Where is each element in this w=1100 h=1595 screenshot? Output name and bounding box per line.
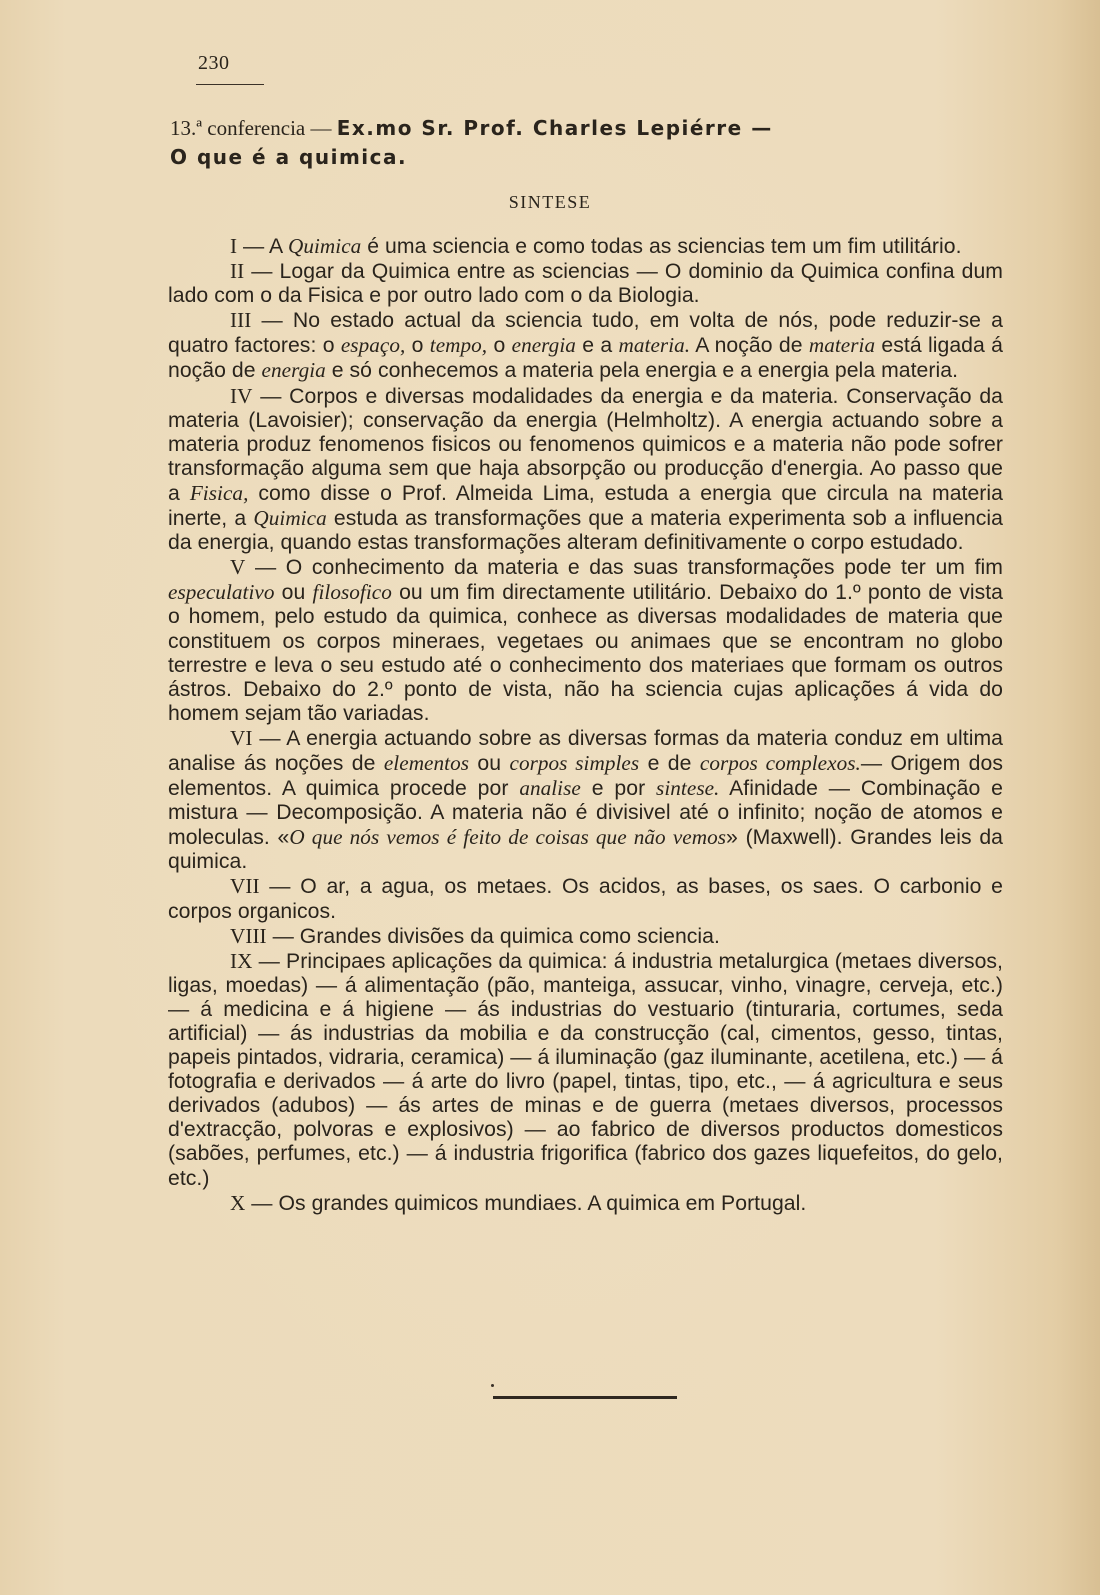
italic-term: elementos [383,750,470,775]
paragraph-text: — O ar, a agua, os metaes. Os acidos, as bases, os saes. O carbonio e corpos organicos. [168,875,1003,923]
paragraph-text: está ligada á noção de [168,334,1003,383]
synthesis-paragraph [168,726,1003,875]
italic-term: sintese. [656,776,720,801]
paragraph-text: A noção de [690,334,809,358]
italic-term: Fisica, [189,480,249,505]
paragraph-text: — Principaes aplicações da quimica: á industria metalurgica (metaes diversos, ligas, moedas) — á alimentação (pão, manteiga, assucar, vinho, vinagre, cerveja, etc.) — á medicina e á higiene — ás industrias do vestuario (tinturaria, cortumes, seda artificial) — ás industrias da mobilia e da construcção (cal, cimentos, gesso, tintas, papeis pintados, vidraria, ceramica) — á iluminação (gaz iluminante, acetilena, etc.) — á fotografia e derivados — á arte do livro (papel, tintas, tipo, etc., — á agricultura e seus derivados (adubos) — ás artes de minas e de guerra (metaes diversos, processos d'extracção, polvoras e explosivos) — ao fabrico de diversos productos domesticos (sabões, perfumes, etc.) — á industria frigorifica (fabrico dos gazes liquefeitos, do gelo, etc.) [168,949,1003,1190]
paragraph-text: — A [237,235,288,258]
synthesis-paragraph [168,555,1003,726]
paragraph-numeral: X [230,1190,246,1215]
synthesis-paragraph [168,1191,1003,1216]
synthesis-paragraph [168,234,1003,259]
italic-term: analise [519,776,581,801]
synthesis-body [168,234,1003,1216]
paragraph-text: — O conhecimento da materia e das suas transformações pode ter um fim [245,556,1003,580]
paragraph-text: — No estado actual da sciencia tudo, em volta de nós, pode reduzir-se a quatro factores: o [168,309,1003,358]
lecture-topic: O que é a quimica. [170,145,408,169]
paragraph-numeral: VII [230,874,260,899]
paragraph-text: como disse o Prof. Almeida Lima, estuda a energia que circula na materia inerte, a [168,481,1003,531]
italic-term: materia. [618,333,691,358]
section-title: SINTESE [508,192,592,212]
lecture-ordinal: 13.ª conferencia — [170,116,332,140]
paragraph-text: o [487,334,512,358]
synthesis-paragraph [168,924,1003,949]
paragraph-text: — A energia actuando sobre as diversas formas da materia conduz em ultima analise ás noções de [168,726,1003,775]
italic-term: Quimica [253,506,327,531]
italic-term: materia [808,333,876,358]
paragraph-numeral: VIII [230,923,267,948]
page-number: 230 [198,52,230,74]
paragraph-text: estuda as transformações que a materia experimenta sob a influencia da energia, quando estas transformações alteram definitivamente o corpo estudado. [168,507,1003,555]
paragraph-text: o [405,334,430,358]
italic-term: especulativo [168,580,275,605]
end-dot [491,1384,494,1387]
paragraph-text: ou [274,581,313,605]
paragraph-text: » (Maxwell). Grandes leis da quimica. [168,826,1004,874]
synthesis-paragraph [168,874,1003,923]
heading-line-1 [170,114,990,143]
italic-term: energia [261,358,326,383]
paragraph-numeral: IV [230,383,253,408]
paragraph-text: — Corpos e diversas modalidades da energia e da materia. Conservação da materia (Lavoisier); conservação da energia (Helmholtz). A energia actuando sobre a materia produz fenomenos fisicos ou fenomenos quimicos e a materia não pode sofrer transformação alguma sem que haja absorpção ou producção d'energia. Ao passo que a [168,384,1003,505]
italic-term: energia [511,333,576,358]
synthesis-paragraph [168,259,1003,308]
italic-term: O que nós vemos é feito de coisas que não vemos [289,825,727,850]
paragraph-numeral: IX [230,948,253,973]
paragraph-text: Afinidade — Combinação e mistura — Decomposição. A materia não é divisivel até o infinito; noção de atomos e moleculas. « [168,777,1003,850]
paragraph-text: ou um fim directamente utilitário. Debaixo do 1.º ponto de vista o homem, pelo estudo da quimica, conhece as diversas modalidades de materia que constituem os corpos mineraes, vegetaes ou animaes que se encontram no globo terrestre e leva o seu estudo até o conhecimento dos materiaes que formam os outros ástros. Debaixo do 2.º ponto de vista, não ha sciencia cujas aplicações á vida do homem sejam tão variadas. [168,581,1004,725]
italic-term: Quimica [288,234,362,258]
end-rule [493,1396,677,1399]
italic-term: tempo, [429,333,488,358]
italic-term: corpos simples [509,750,640,775]
synthesis-paragraph [168,384,1003,556]
paragraph-text: — Origem dos elementos. A quimica procede por [168,751,1003,801]
paragraph-numeral: III [230,308,252,333]
paragraph-text: é uma sciencia e como todas as sciencias tem um fim utilitário. [361,235,962,258]
italic-term: filosofico [312,580,392,605]
paragraph-numeral: VI [230,725,253,750]
paragraph-numeral: V [230,555,246,580]
paragraph-text: ou [469,751,510,775]
paragraph-text: e a [575,334,619,358]
paragraph-text: — Logar da Quimica entre as sciencias — O dominio da Quimica confina dum lado com o da Fisica e por outro lado com o da Biologia. [168,260,1003,308]
synthesis-paragraph [168,949,1003,1191]
paragraph-text: — Grandes divisões da quimica como sciencia. [266,924,720,948]
lecturer-name: Ex.mo Sr. Prof. Charles Lepiérre — [336,116,773,140]
italic-term: espaço, [340,333,406,358]
paragraph-numeral: II [230,259,245,284]
synthesis-paragraph [168,308,1003,383]
paragraph-text: e de [639,751,700,775]
paragraph-text: e só conhecemos a materia pela energia e a energia pela materia. [325,359,959,383]
italic-term: corpos complexos. [699,750,861,775]
lecture-heading [170,114,990,172]
paragraph-numeral: I [230,234,238,258]
page-number-rule [196,84,264,85]
paragraph-text: e por [580,777,657,801]
paragraph-text: — Os grandes quimicos mundiaes. A quimica em Portugal. [245,1191,807,1215]
